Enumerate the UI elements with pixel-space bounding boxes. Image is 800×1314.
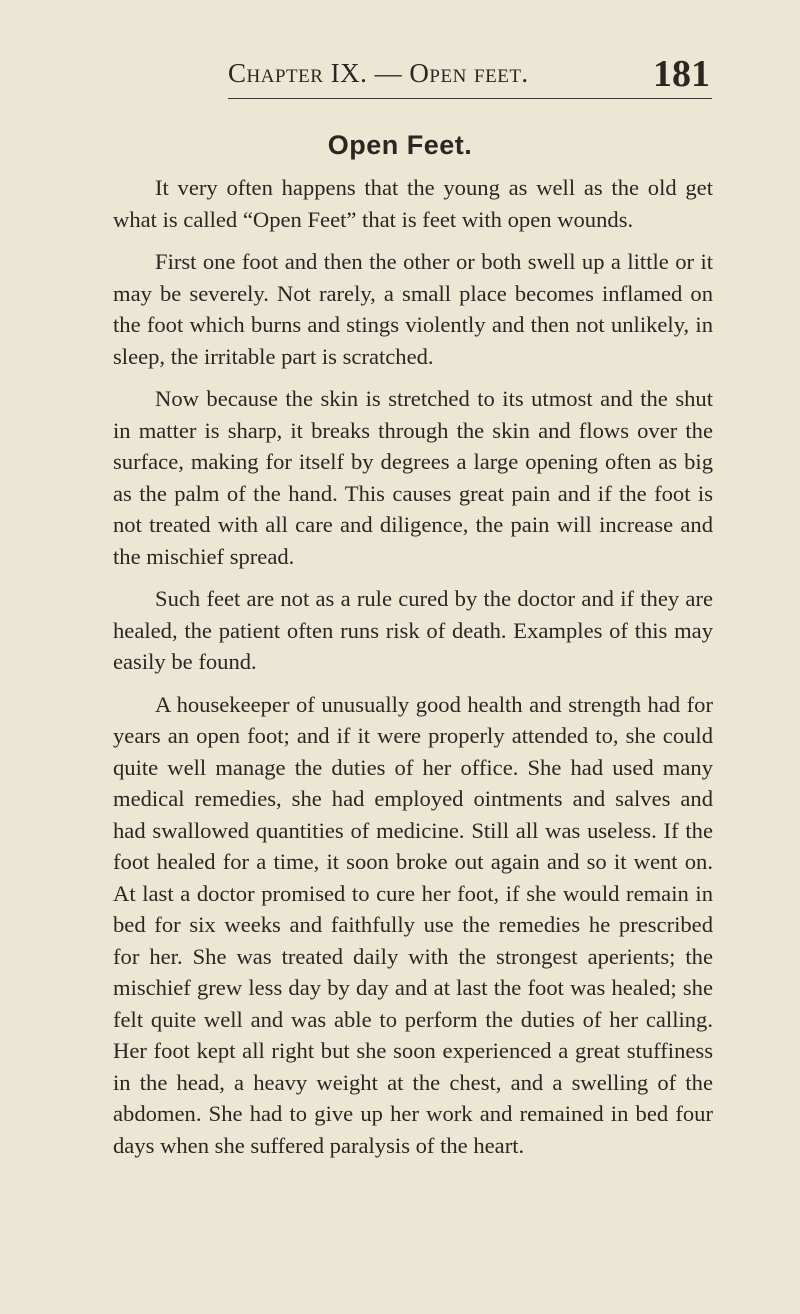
section-title: Open Feet. [327, 130, 473, 160]
paragraph: A housekeeper of unusually good health and strength had for years an open foot; and if it were properly attended to, she could quite well manage the duties of her office. She had used many medical remedies, she had employed ointments and salves and had swallowed quantities of medicine. Still all was useless. If the foot healed for a time, it soon broke out again and so it went on. At last a doctor promised to cure her foot, if she would remain in bed for six weeks and faithfully use the remedies he prescribed for her. She was treated daily with the strongest aperients; the mischief grew less day by day and at last the foot was healed; she felt quite well and was able to perform the duties of her calling. Her foot kept all right but she soon experienced a great stuffiness in the head, a heavy weight at the chest, and a swelling of the abdomen. She had to give up her work and remained in bed four days when she suffered paralysis of the heart. [113, 691, 713, 1158]
body-text [113, 172, 713, 1172]
paragraph: It very often happens that the young as well as the old get what is called “Open Feet” that is feet with open wounds. [113, 175, 713, 232]
page-header [228, 53, 712, 100]
paragraph: Now because the skin is stretched to its utmost and the shut in matter is sharp, it breaks through the skin and flows over the surface, making for itself by degrees a large opening often as big as the palm of the hand. This causes great pain and if the foot is not treated with all care and diligence, the pain will increase and the mischief spread. [113, 386, 713, 569]
paragraph: Such feet are not as a rule cured by the doctor and if they are healed, the patient often runs risk of death. Examples of this may easily be found. [113, 586, 713, 674]
header-rule [228, 98, 712, 99]
paragraph: First one foot and then the other or both swell up a little or it may be severely. Not rarely, a small place becomes inflamed on the foot which burns and stings violently and then not unlikely, in sleep, the irritable part is scratched. [113, 249, 713, 369]
page-number: 181 [653, 53, 710, 95]
running-head: Chapter IX. — Open feet. [228, 58, 529, 88]
